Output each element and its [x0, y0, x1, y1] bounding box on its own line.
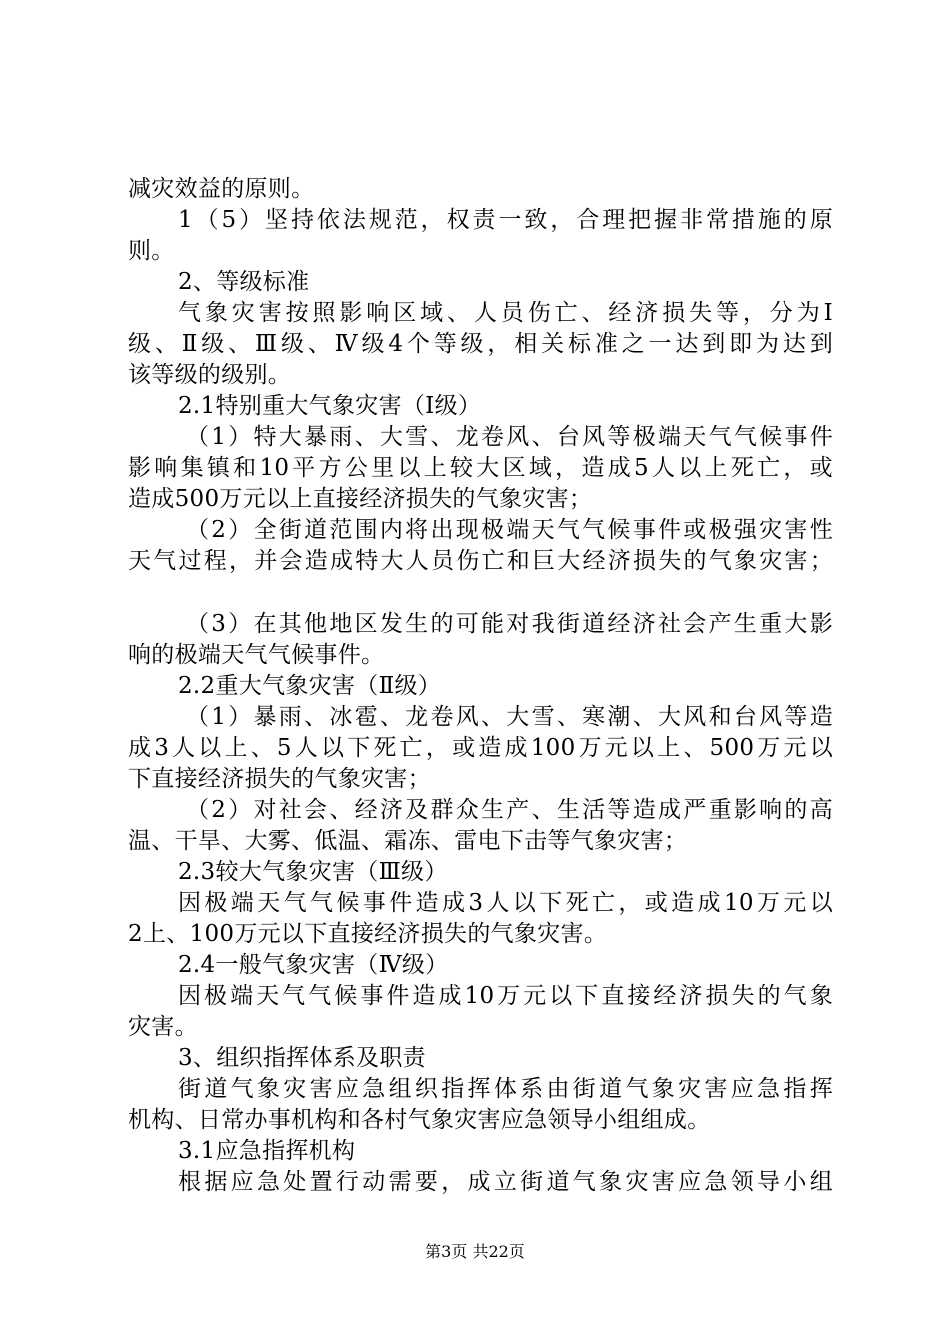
text-line: 街道气象灾害应急组织指挥体系由街道气象灾害应急指挥	[178, 1076, 833, 1102]
text-line: 造成500万元以上直接经济损失的气象灾害；	[128, 486, 593, 512]
text-line: 2.3较大气象灾害（Ⅲ级）	[178, 859, 448, 885]
text-line: 该等级的级别。	[128, 362, 292, 388]
text-line: 2.2重大气象灾害（Ⅱ级）	[178, 673, 442, 699]
text-line: 影响集镇和10平方公里以上较大区域，造成5人以上死亡，或	[128, 455, 833, 481]
text-line: 因极端天气气候事件造成10万元以下直接经济损失的气象	[178, 983, 833, 1009]
text-line: 灾害。	[128, 1014, 198, 1040]
text-line: 下直接经济损失的气象灾害；	[128, 766, 431, 792]
text-line: 2.1特别重大气象灾害（Ⅰ级）	[178, 393, 482, 419]
blank-line	[128, 577, 833, 609]
text-line: 天气过程，并会造成特大人员伤亡和巨大经济损失的气象灾害；	[128, 548, 833, 574]
text-line: 因极端天气气候事件造成3人以下死亡，或造成10万元以	[178, 890, 833, 916]
text-line: （3）在其他地区发生的可能对我街道经济社会产生重大影	[186, 611, 833, 637]
text-line: 级、Ⅱ级、Ⅲ级、Ⅳ级4个等级，相关标准之一达到即为达到	[128, 331, 833, 357]
text-line: 则。	[128, 238, 175, 264]
text-line: 减灾效益的原则。	[128, 176, 315, 202]
text-line: （2）全街道范围内将出现极端天气气候事件或极强灾害性	[186, 517, 833, 543]
text-line: （1）暴雨、冰雹、龙卷风、大雪、寒潮、大风和台风等造	[186, 704, 833, 730]
text-line: 1（5）坚持依法规范，权责一致，合理把握非常措施的原	[178, 207, 833, 233]
text-line: 3.1应急指挥机构	[178, 1138, 356, 1164]
text-line: 根据应急处置行动需要，成立街道气象灾害应急领导小组	[178, 1169, 833, 1195]
text-line: 2、等级标准	[178, 269, 310, 295]
text-line: 2.4一般气象灾害（Ⅳ级）	[178, 952, 449, 978]
text-line: 2上、100万元以下直接经济损失的气象灾害。	[128, 921, 608, 947]
text-line: （1）特大暴雨、大雪、龙卷风、台风等极端天气气候事件	[186, 424, 833, 450]
text-line: 成3人以上、5人以下死亡，或造成100万元以上、500万元以	[128, 735, 833, 761]
document-body	[128, 174, 833, 1198]
text-line: 响的极端天气气候事件。	[128, 642, 385, 668]
page-footer: 第3页 共22页	[425, 1242, 525, 1261]
text-line: 温、干旱、大雾、低温、霜冻、雷电下击等气象灾害；	[128, 828, 688, 854]
text-line: 气象灾害按照影响区域、人员伤亡、经济损失等，分为Ⅰ	[178, 300, 833, 326]
text-line: （2）对社会、经济及群众生产、生活等造成严重影响的高	[186, 797, 833, 823]
text-line: 3、组织指挥体系及职责	[178, 1045, 426, 1071]
text-line: 机构、日常办事机构和各村气象灾害应急领导小组组成。	[128, 1107, 711, 1133]
